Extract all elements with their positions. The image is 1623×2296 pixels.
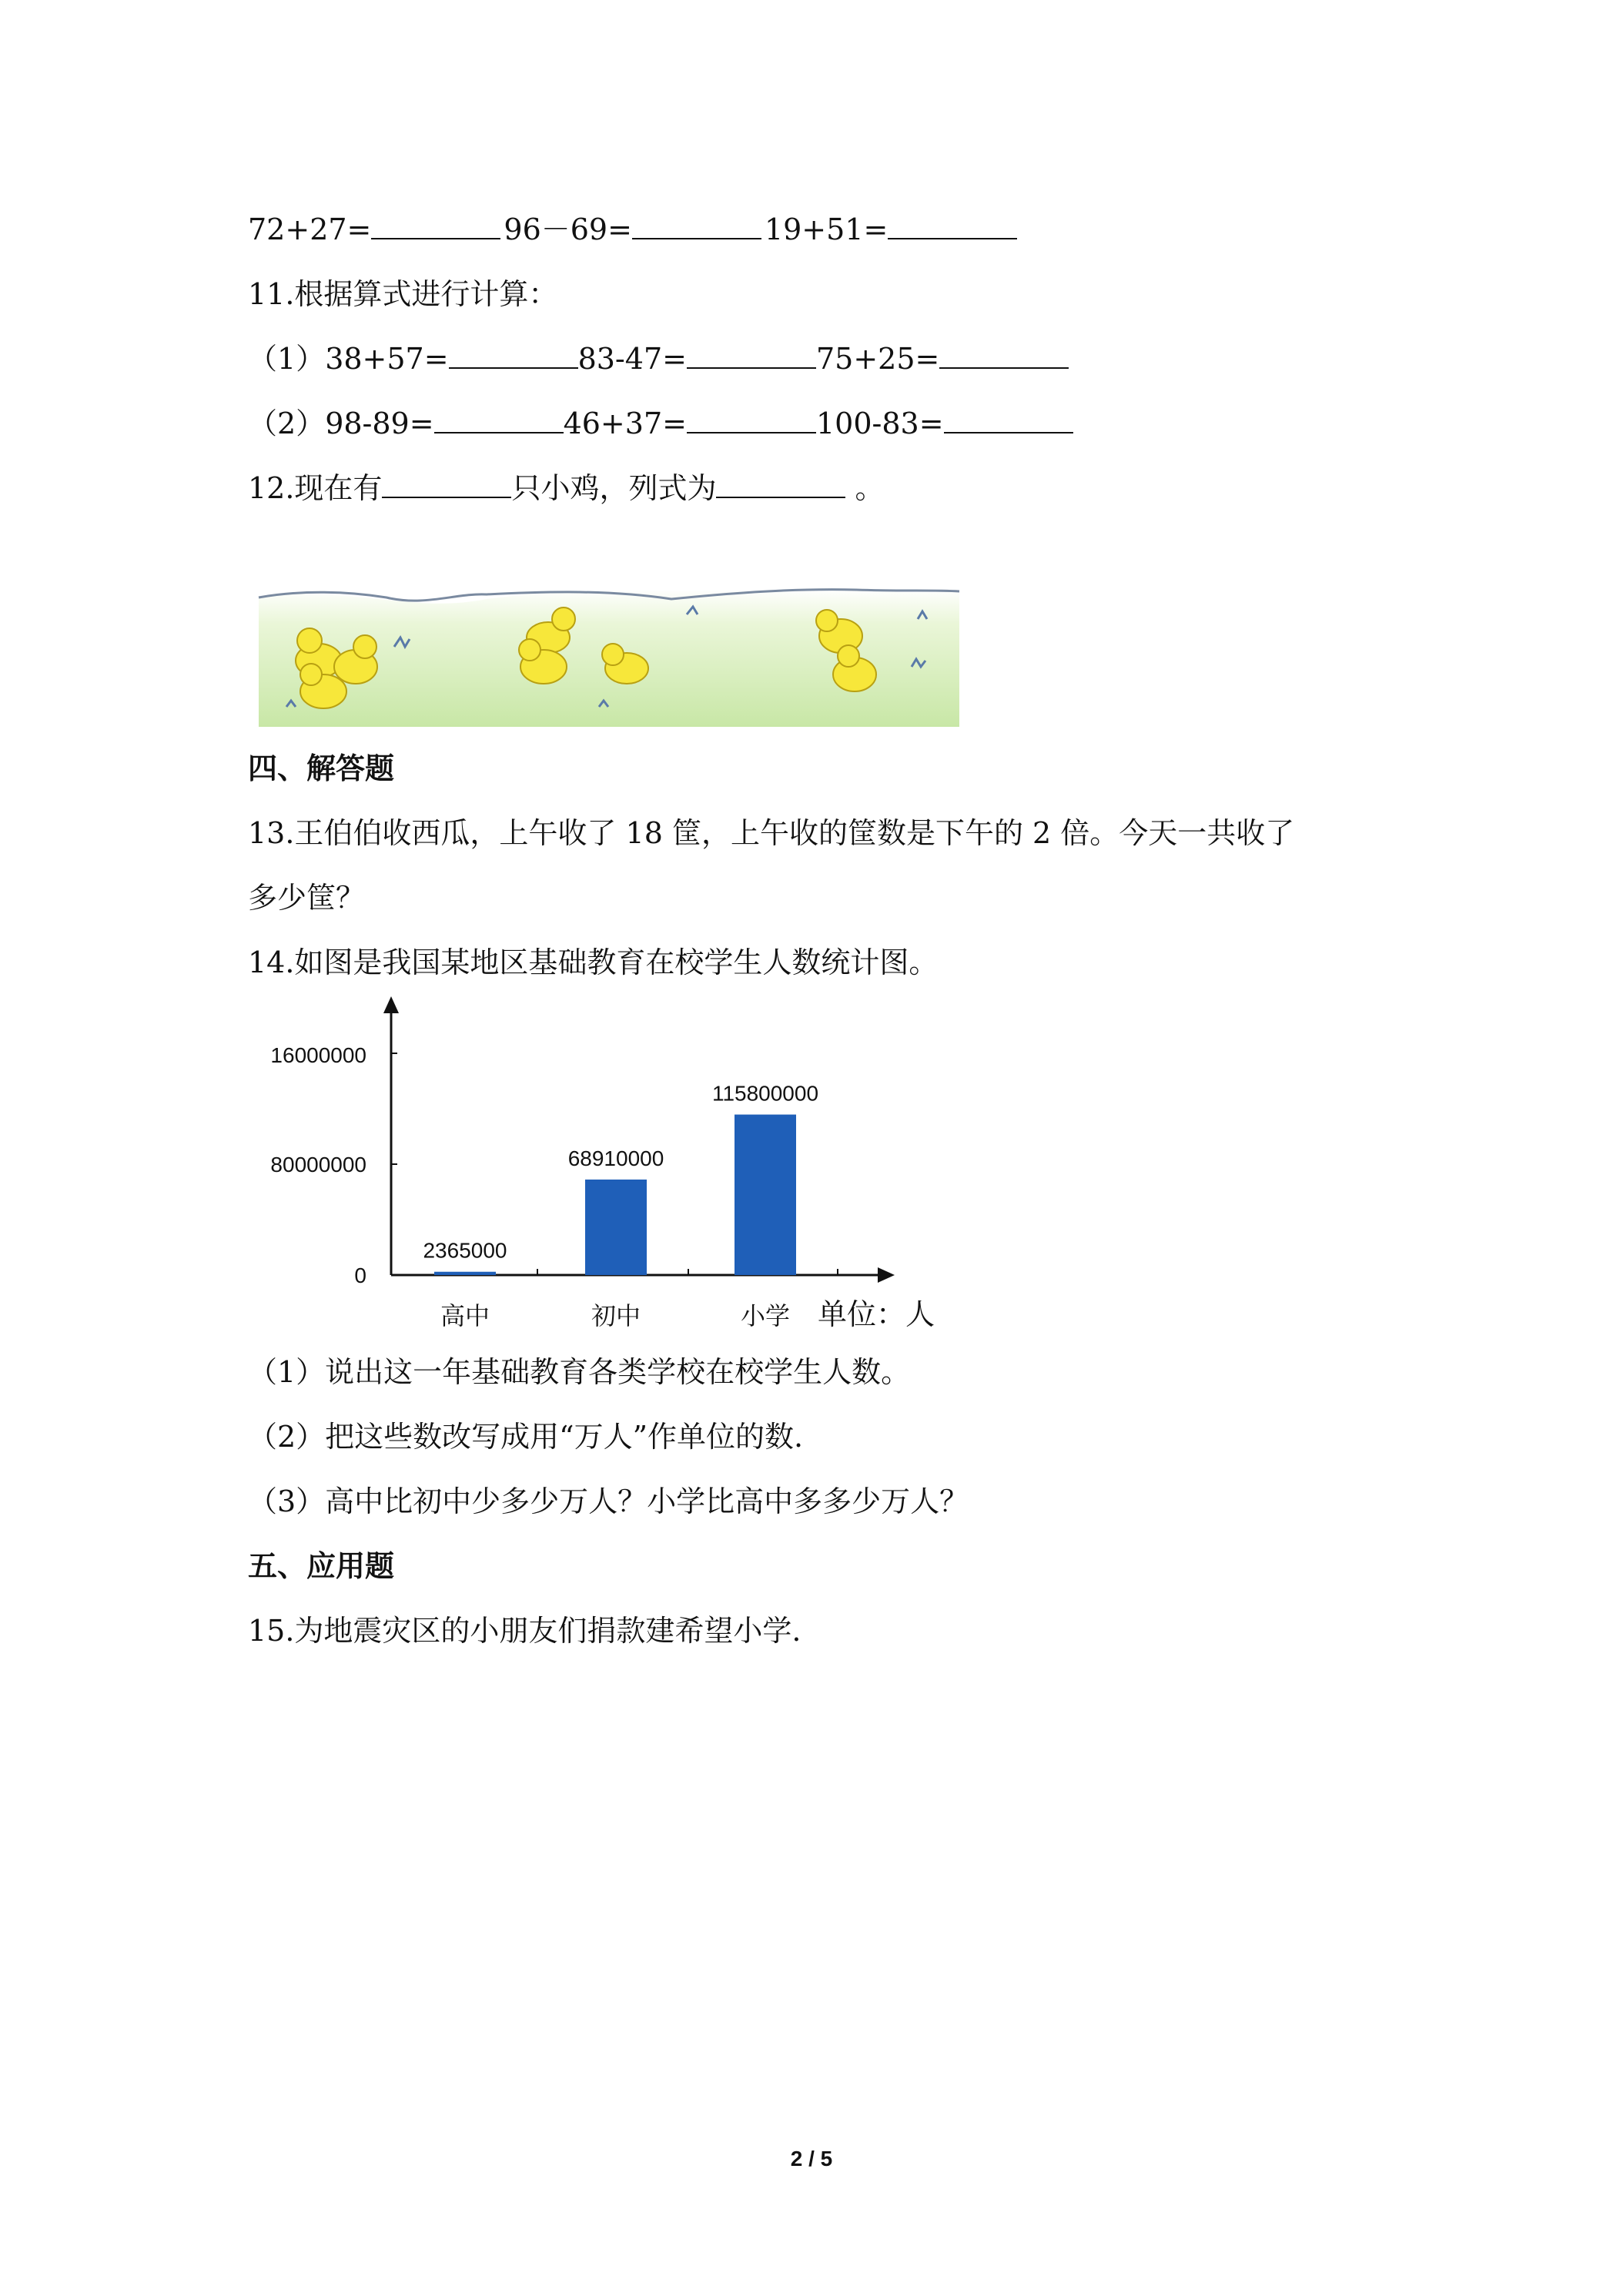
part-prefix: （2） <box>248 407 326 440</box>
answer-blank[interactable] <box>632 212 761 239</box>
expr: 38+57= <box>325 342 449 376</box>
expr-96-69: 96－69= <box>504 213 632 246</box>
question-11-part-1 <box>248 340 1069 378</box>
question-14-intro: 14.如图是我国某地区基础教育在校学生人数统计图。 <box>248 946 939 979</box>
unit-label: 单位：人 <box>818 1297 935 1331</box>
bar-value-label: 68910000 <box>567 1146 664 1170</box>
section-5-heading: 五、应用题 <box>248 1548 395 1583</box>
page-number: 2 / 5 <box>790 2147 833 2170</box>
answer-blank[interactable] <box>939 341 1069 369</box>
bar-1 <box>434 1272 496 1275</box>
expr: 98-89= <box>325 407 434 440</box>
section-4-heading: 四、解答题 <box>248 751 395 785</box>
category-label: 高中 <box>440 1301 490 1330</box>
question-14-part-3: （3）高中比初中少多少万人？小学比高中多多少万人？ <box>248 1484 969 1518</box>
expr: 83-47= <box>577 342 687 376</box>
expr-72-27: 72+27= <box>248 213 372 246</box>
x-axis-arrow <box>878 1267 895 1283</box>
category-label: 初中 <box>591 1301 641 1330</box>
answer-blank[interactable] <box>434 406 564 433</box>
chicks-illustration <box>256 576 962 728</box>
q12-text-a: 12.现在有 <box>248 471 383 505</box>
answer-blank[interactable] <box>687 406 816 433</box>
answer-blank[interactable] <box>371 212 500 239</box>
q12-text-c: 。 <box>845 471 885 505</box>
category-label: 小学 <box>740 1301 791 1330</box>
part-prefix: （1） <box>248 342 326 376</box>
expr: 100-83= <box>815 407 944 440</box>
fill-blank-line-1 <box>248 210 1017 249</box>
question-11: 11.根据算式进行计算： <box>248 277 558 311</box>
question-11-part-2 <box>248 404 1073 443</box>
expr: 75+25= <box>815 342 940 376</box>
y-tick-label: 0 <box>354 1263 366 1287</box>
answer-blank[interactable] <box>449 341 578 369</box>
question-14-part-2: （2）把这些数改写成用“万人”作单位的数. <box>248 1420 804 1454</box>
answer-blank[interactable] <box>716 470 845 498</box>
question-13-line-1: 13.王伯伯收西瓜，上午收了 18 筐，上午收的筐数是下午的 2 倍。今天一共收了 <box>248 816 1295 850</box>
answer-blank[interactable] <box>944 406 1073 433</box>
bar-2 <box>585 1180 647 1275</box>
answer-blank[interactable] <box>888 212 1017 239</box>
answer-blank[interactable] <box>687 341 816 369</box>
y-tick-label: 16000000 <box>270 1043 366 1067</box>
question-15: 15.为地震灾区的小朋友们捐款建希望小学. <box>248 1614 801 1648</box>
q12-text-b: 只小鸡，列式为 <box>511 471 717 505</box>
expr: 46+37= <box>563 407 687 440</box>
y-tick-label: 80000000 <box>270 1153 366 1176</box>
question-12 <box>248 469 885 507</box>
question-13-line-2: 多少筐？ <box>248 881 366 915</box>
bar-value-label: 2365000 <box>423 1238 507 1263</box>
bar-3 <box>735 1115 796 1275</box>
bar-value-label: 115800000 <box>711 1081 819 1106</box>
y-axis-arrow <box>383 996 399 1013</box>
student-count-bar-chart <box>243 990 998 1344</box>
answer-blank[interactable] <box>382 470 511 498</box>
question-14-part-1: （1）说出这一年基础教育各类学校在校学生人数。 <box>248 1355 911 1389</box>
expr-19-51: 19+51= <box>764 213 888 246</box>
